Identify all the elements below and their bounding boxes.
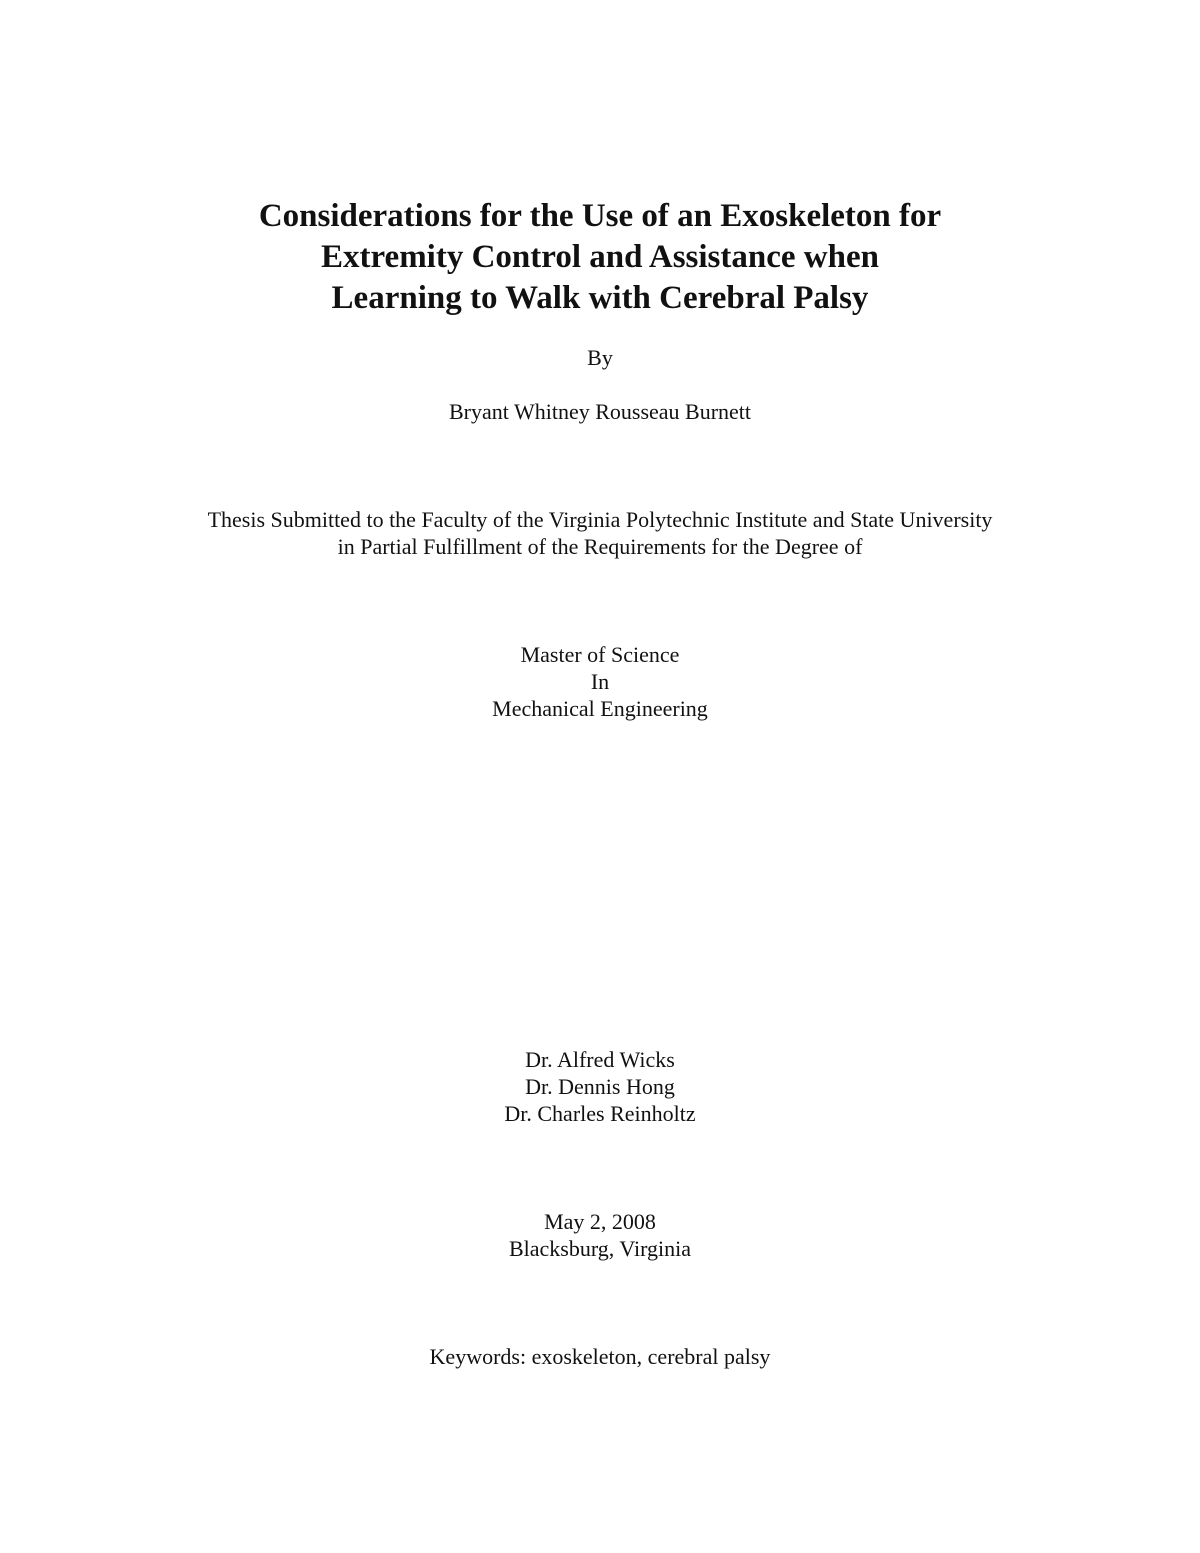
title-line-3: Learning to Walk with Cerebral Palsy: [331, 280, 869, 316]
submission-line-1: Thesis Submitted to the Faculty of the Virginia Polytechnic Institute and State University: [207, 507, 993, 532]
submission-line-2: in Partial Fulfillment of the Requirements for the Degree of: [337, 534, 863, 559]
committee-member: Dr. Charles Reinholtz: [504, 1101, 696, 1126]
author-name: Bryant Whitney Rousseau Burnett: [448, 399, 752, 424]
title-line-2: Extremity Control and Assistance when: [321, 239, 879, 275]
committee-member: Dr. Alfred Wicks: [525, 1047, 675, 1072]
degree-field: Mechanical Engineering: [492, 696, 708, 721]
degree-in: In: [590, 669, 610, 694]
committee-member: Dr. Dennis Hong: [525, 1074, 675, 1099]
by-label: By: [587, 345, 613, 370]
submission-date: May 2, 2008: [544, 1209, 656, 1234]
degree-name: Master of Science: [520, 642, 680, 667]
keywords: Keywords: exoskeleton, cerebral palsy: [429, 1344, 771, 1369]
location: Blacksburg, Virginia: [508, 1236, 691, 1261]
title-line-1: Considerations for the Use of an Exoskeleton for: [258, 198, 942, 234]
